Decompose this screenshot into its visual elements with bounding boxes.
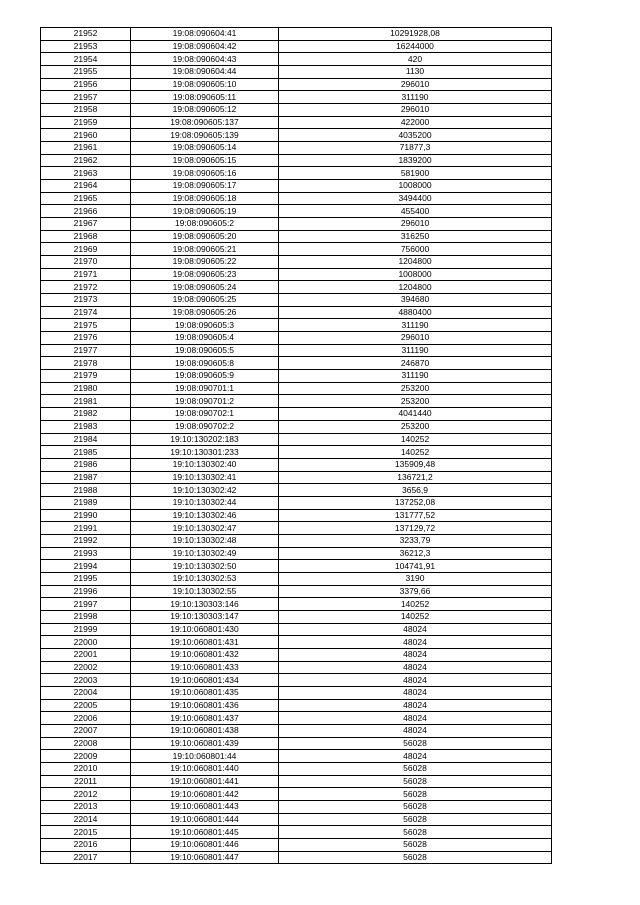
- cadastral-number-cell: 19:10:060801:430: [131, 623, 279, 636]
- row-number-cell: 21988: [41, 484, 131, 497]
- value-cell: 131777,52: [279, 509, 552, 522]
- row-number-cell: 22011: [41, 775, 131, 788]
- table-row: [41, 800, 552, 813]
- value-cell: 1839200: [279, 154, 552, 167]
- table-row: [41, 813, 552, 826]
- row-number-cell: 22001: [41, 648, 131, 661]
- table-row: [41, 256, 552, 269]
- table-row: [41, 509, 552, 522]
- row-number-cell: 21992: [41, 534, 131, 547]
- table-row: [41, 522, 552, 535]
- cadastral-number-cell: 19:10:060801:431: [131, 636, 279, 649]
- row-number-cell: 21973: [41, 294, 131, 307]
- cadastral-number-cell: 19:10:060801:443: [131, 800, 279, 813]
- row-number-cell: 21979: [41, 370, 131, 383]
- value-cell: 56028: [279, 851, 552, 864]
- table-row: [41, 826, 552, 839]
- value-cell: 311190: [279, 370, 552, 383]
- row-number-cell: 21976: [41, 332, 131, 345]
- row-number-cell: 21966: [41, 205, 131, 218]
- table-row: [41, 66, 552, 79]
- cadastral-number-cell: 19:08:090605:137: [131, 116, 279, 129]
- cadastral-number-cell: 19:08:090605:20: [131, 230, 279, 243]
- value-cell: 140252: [279, 433, 552, 446]
- table-body: [41, 28, 552, 864]
- cadastral-number-cell: 19:08:090605:21: [131, 243, 279, 256]
- row-number-cell: 21963: [41, 167, 131, 180]
- cadastral-number-cell: 19:08:090605:139: [131, 129, 279, 142]
- table-row: [41, 53, 552, 66]
- cadastral-number-cell: 19:08:090605:9: [131, 370, 279, 383]
- cadastral-number-cell: 19:10:130302:55: [131, 585, 279, 598]
- row-number-cell: 21954: [41, 53, 131, 66]
- table-row: [41, 496, 552, 509]
- table-row: [41, 686, 552, 699]
- cadastral-number-cell: 19:10:130302:50: [131, 560, 279, 573]
- cadastral-number-cell: 19:08:090605:12: [131, 104, 279, 117]
- cadastral-number-cell: 19:10:130303:147: [131, 610, 279, 623]
- table-row: [41, 167, 552, 180]
- value-cell: 56028: [279, 775, 552, 788]
- table-row: [41, 218, 552, 231]
- table-row: [41, 471, 552, 484]
- cadastral-number-cell: 19:10:060801:437: [131, 712, 279, 725]
- value-cell: 135909,48: [279, 458, 552, 471]
- cadastral-number-cell: 19:10:060801:434: [131, 674, 279, 687]
- cadastral-number-cell: 19:10:130302:42: [131, 484, 279, 497]
- row-number-cell: 21959: [41, 116, 131, 129]
- value-cell: 3656,9: [279, 484, 552, 497]
- row-number-cell: 21971: [41, 268, 131, 281]
- table-row: [41, 712, 552, 725]
- row-number-cell: 21965: [41, 192, 131, 205]
- row-number-cell: 22015: [41, 826, 131, 839]
- cadastral-number-cell: 19:10:060801:435: [131, 686, 279, 699]
- table-row: [41, 610, 552, 623]
- cadastral-number-cell: 19:08:090604:44: [131, 66, 279, 79]
- row-number-cell: 21990: [41, 509, 131, 522]
- row-number-cell: 22007: [41, 724, 131, 737]
- table-row: [41, 433, 552, 446]
- value-cell: 296010: [279, 218, 552, 231]
- value-cell: 48024: [279, 623, 552, 636]
- cadastral-number-cell: 19:10:060801:444: [131, 813, 279, 826]
- table-row: [41, 674, 552, 687]
- cadastral-number-cell: 19:08:090604:41: [131, 28, 279, 41]
- value-cell: 3494400: [279, 192, 552, 205]
- cadastral-number-cell: 19:08:090605:25: [131, 294, 279, 307]
- value-cell: 4035200: [279, 129, 552, 142]
- row-number-cell: 21969: [41, 243, 131, 256]
- value-cell: 316250: [279, 230, 552, 243]
- row-number-cell: 21967: [41, 218, 131, 231]
- table-row: [41, 661, 552, 674]
- value-cell: 296010: [279, 78, 552, 91]
- row-number-cell: 22003: [41, 674, 131, 687]
- value-cell: 1008000: [279, 268, 552, 281]
- row-number-cell: 22000: [41, 636, 131, 649]
- table-row: [41, 724, 552, 737]
- cadastral-number-cell: 19:10:130302:49: [131, 547, 279, 560]
- value-cell: 16244000: [279, 40, 552, 53]
- cadastral-number-cell: 19:10:130302:44: [131, 496, 279, 509]
- table-row: [41, 484, 552, 497]
- row-number-cell: 22004: [41, 686, 131, 699]
- value-cell: 136721,2: [279, 471, 552, 484]
- cadastral-number-cell: 19:10:060801:442: [131, 788, 279, 801]
- cadastral-number-cell: 19:08:090701:2: [131, 395, 279, 408]
- table-row: [41, 572, 552, 585]
- value-cell: 48024: [279, 686, 552, 699]
- cadastral-number-cell: 19:08:090605:18: [131, 192, 279, 205]
- value-cell: 36212,3: [279, 547, 552, 560]
- row-number-cell: 21995: [41, 572, 131, 585]
- cadastral-number-cell: 19:08:090605:16: [131, 167, 279, 180]
- table-row: [41, 205, 552, 218]
- cadastral-number-cell: 19:10:060801:439: [131, 737, 279, 750]
- table-row: [41, 648, 552, 661]
- row-number-cell: 21983: [41, 420, 131, 433]
- table-row: [41, 40, 552, 53]
- table-row: [41, 332, 552, 345]
- row-number-cell: 22012: [41, 788, 131, 801]
- table-row: [41, 547, 552, 560]
- cadastral-number-cell: 19:08:090605:4: [131, 332, 279, 345]
- table-row: [41, 408, 552, 421]
- table-row: [41, 560, 552, 573]
- row-number-cell: 21960: [41, 129, 131, 142]
- cadastral-number-cell: 19:10:130302:53: [131, 572, 279, 585]
- cadastral-number-cell: 19:08:090605:26: [131, 306, 279, 319]
- cadastral-number-cell: 19:08:090605:5: [131, 344, 279, 357]
- table-row: [41, 534, 552, 547]
- row-number-cell: 22010: [41, 762, 131, 775]
- table-row: [41, 598, 552, 611]
- value-cell: 56028: [279, 737, 552, 750]
- cadastral-number-cell: 19:08:090701:1: [131, 382, 279, 395]
- value-cell: 3233,79: [279, 534, 552, 547]
- table-row: [41, 91, 552, 104]
- cadastral-number-cell: 19:10:130202:183: [131, 433, 279, 446]
- row-number-cell: 21974: [41, 306, 131, 319]
- row-number-cell: 21968: [41, 230, 131, 243]
- table-row: [41, 750, 552, 763]
- value-cell: 311190: [279, 344, 552, 357]
- row-number-cell: 21970: [41, 256, 131, 269]
- table-row: [41, 129, 552, 142]
- cadastral-number-cell: 19:08:090702:2: [131, 420, 279, 433]
- table-row: [41, 762, 552, 775]
- row-number-cell: 21962: [41, 154, 131, 167]
- value-cell: 104741,91: [279, 560, 552, 573]
- value-cell: 56028: [279, 762, 552, 775]
- cadastral-number-cell: 19:10:060801:440: [131, 762, 279, 775]
- cadastral-number-cell: 19:08:090605:14: [131, 142, 279, 155]
- row-number-cell: 21952: [41, 28, 131, 41]
- value-cell: 4041440: [279, 408, 552, 421]
- table-row: [41, 382, 552, 395]
- table-row: [41, 243, 552, 256]
- cadastral-number-cell: 19:08:090605:2: [131, 218, 279, 231]
- row-number-cell: 21991: [41, 522, 131, 535]
- table-row: [41, 104, 552, 117]
- cadastral-value-table: [40, 27, 552, 864]
- row-number-cell: 21998: [41, 610, 131, 623]
- row-number-cell: 21989: [41, 496, 131, 509]
- value-cell: 455400: [279, 205, 552, 218]
- table-row: [41, 636, 552, 649]
- value-cell: 1204800: [279, 256, 552, 269]
- table-row: [41, 458, 552, 471]
- value-cell: 137252,08: [279, 496, 552, 509]
- row-number-cell: 21953: [41, 40, 131, 53]
- row-number-cell: 21985: [41, 446, 131, 459]
- table-row: [41, 420, 552, 433]
- cadastral-number-cell: 19:08:090605:23: [131, 268, 279, 281]
- cadastral-number-cell: 19:08:090604:43: [131, 53, 279, 66]
- value-cell: 56028: [279, 800, 552, 813]
- table-row: [41, 294, 552, 307]
- row-number-cell: 21957: [41, 91, 131, 104]
- value-cell: 3379,66: [279, 585, 552, 598]
- table-row: [41, 370, 552, 383]
- value-cell: 71877,3: [279, 142, 552, 155]
- table-row: [41, 775, 552, 788]
- cadastral-number-cell: 19:10:060801:445: [131, 826, 279, 839]
- table-row: [41, 230, 552, 243]
- value-cell: 48024: [279, 712, 552, 725]
- cadastral-number-cell: 19:08:090605:10: [131, 78, 279, 91]
- row-number-cell: 21984: [41, 433, 131, 446]
- value-cell: 48024: [279, 674, 552, 687]
- cadastral-number-cell: 19:10:130302:48: [131, 534, 279, 547]
- table-row: [41, 737, 552, 750]
- row-number-cell: 22016: [41, 839, 131, 852]
- cadastral-number-cell: 19:08:090605:24: [131, 281, 279, 294]
- value-cell: 311190: [279, 319, 552, 332]
- row-number-cell: 21964: [41, 180, 131, 193]
- value-cell: 4880400: [279, 306, 552, 319]
- value-cell: 48024: [279, 648, 552, 661]
- value-cell: 394680: [279, 294, 552, 307]
- table-row: [41, 78, 552, 91]
- cadastral-number-cell: 19:08:090605:8: [131, 357, 279, 370]
- value-cell: 140252: [279, 598, 552, 611]
- value-cell: 253200: [279, 382, 552, 395]
- value-cell: 1130: [279, 66, 552, 79]
- row-number-cell: 22006: [41, 712, 131, 725]
- value-cell: 56028: [279, 788, 552, 801]
- cadastral-number-cell: 19:10:060801:438: [131, 724, 279, 737]
- cadastral-number-cell: 19:10:060801:432: [131, 648, 279, 661]
- value-cell: 253200: [279, 395, 552, 408]
- table-row: [41, 268, 552, 281]
- value-cell: 137129,72: [279, 522, 552, 535]
- table-row: [41, 585, 552, 598]
- value-cell: 253200: [279, 420, 552, 433]
- cadastral-number-cell: 19:10:060801:441: [131, 775, 279, 788]
- cadastral-number-cell: 19:08:090605:15: [131, 154, 279, 167]
- cadastral-number-cell: 19:10:060801:433: [131, 661, 279, 674]
- table-row: [41, 344, 552, 357]
- table-row: [41, 699, 552, 712]
- cadastral-number-cell: 19:10:130302:47: [131, 522, 279, 535]
- row-number-cell: 21977: [41, 344, 131, 357]
- cadastral-number-cell: 19:08:090605:11: [131, 91, 279, 104]
- table-row: [41, 154, 552, 167]
- table-row: [41, 446, 552, 459]
- cadastral-number-cell: 19:10:060801:447: [131, 851, 279, 864]
- row-number-cell: 21978: [41, 357, 131, 370]
- value-cell: 756000: [279, 243, 552, 256]
- cadastral-number-cell: 19:08:090605:22: [131, 256, 279, 269]
- cadastral-number-cell: 19:10:060801:446: [131, 839, 279, 852]
- value-cell: 56028: [279, 839, 552, 852]
- value-cell: 422000: [279, 116, 552, 129]
- table-row: [41, 788, 552, 801]
- row-number-cell: 22005: [41, 699, 131, 712]
- table-row: [41, 306, 552, 319]
- value-cell: 296010: [279, 104, 552, 117]
- row-number-cell: 21982: [41, 408, 131, 421]
- table-row: [41, 839, 552, 852]
- row-number-cell: 22014: [41, 813, 131, 826]
- table-row: [41, 281, 552, 294]
- value-cell: 48024: [279, 699, 552, 712]
- table-row: [41, 357, 552, 370]
- row-number-cell: 22008: [41, 737, 131, 750]
- row-number-cell: 21955: [41, 66, 131, 79]
- cadastral-number-cell: 19:10:130302:40: [131, 458, 279, 471]
- cadastral-number-cell: 19:10:060801:436: [131, 699, 279, 712]
- cadastral-number-cell: 19:08:090605:17: [131, 180, 279, 193]
- value-cell: 48024: [279, 636, 552, 649]
- row-number-cell: 21956: [41, 78, 131, 91]
- row-number-cell: 21996: [41, 585, 131, 598]
- cadastral-number-cell: 19:08:090605:19: [131, 205, 279, 218]
- row-number-cell: 21986: [41, 458, 131, 471]
- row-number-cell: 21993: [41, 547, 131, 560]
- value-cell: 48024: [279, 750, 552, 763]
- value-cell: 311190: [279, 91, 552, 104]
- table-row: [41, 851, 552, 864]
- table-row: [41, 28, 552, 41]
- table-row: [41, 623, 552, 636]
- row-number-cell: 21975: [41, 319, 131, 332]
- cadastral-number-cell: 19:08:090702:1: [131, 408, 279, 421]
- cadastral-number-cell: 19:10:130302:46: [131, 509, 279, 522]
- cadastral-number-cell: 19:08:090605:3: [131, 319, 279, 332]
- value-cell: 56028: [279, 826, 552, 839]
- table-row: [41, 395, 552, 408]
- value-cell: 140252: [279, 610, 552, 623]
- value-cell: 10291928,08: [279, 28, 552, 41]
- table-row: [41, 192, 552, 205]
- row-number-cell: 21997: [41, 598, 131, 611]
- value-cell: 1008000: [279, 180, 552, 193]
- table-row: [41, 180, 552, 193]
- value-cell: 48024: [279, 661, 552, 674]
- row-number-cell: 21972: [41, 281, 131, 294]
- row-number-cell: 21980: [41, 382, 131, 395]
- value-cell: 56028: [279, 813, 552, 826]
- cadastral-number-cell: 19:10:130301:233: [131, 446, 279, 459]
- row-number-cell: 21981: [41, 395, 131, 408]
- row-number-cell: 21994: [41, 560, 131, 573]
- value-cell: 420: [279, 53, 552, 66]
- row-number-cell: 22002: [41, 661, 131, 674]
- cadastral-number-cell: 19:10:130303:146: [131, 598, 279, 611]
- cadastral-number-cell: 19:10:130302:41: [131, 471, 279, 484]
- table-row: [41, 319, 552, 332]
- row-number-cell: 22009: [41, 750, 131, 763]
- value-cell: 48024: [279, 724, 552, 737]
- value-cell: 3190: [279, 572, 552, 585]
- value-cell: 140252: [279, 446, 552, 459]
- row-number-cell: 21987: [41, 471, 131, 484]
- value-cell: 296010: [279, 332, 552, 345]
- row-number-cell: 21958: [41, 104, 131, 117]
- table-row: [41, 116, 552, 129]
- row-number-cell: 21961: [41, 142, 131, 155]
- table-row: [41, 142, 552, 155]
- row-number-cell: 21999: [41, 623, 131, 636]
- cadastral-number-cell: 19:08:090604:42: [131, 40, 279, 53]
- value-cell: 581900: [279, 167, 552, 180]
- cadastral-number-cell: 19:10:060801:44: [131, 750, 279, 763]
- value-cell: 246870: [279, 357, 552, 370]
- row-number-cell: 22013: [41, 800, 131, 813]
- value-cell: 1204800: [279, 281, 552, 294]
- row-number-cell: 22017: [41, 851, 131, 864]
